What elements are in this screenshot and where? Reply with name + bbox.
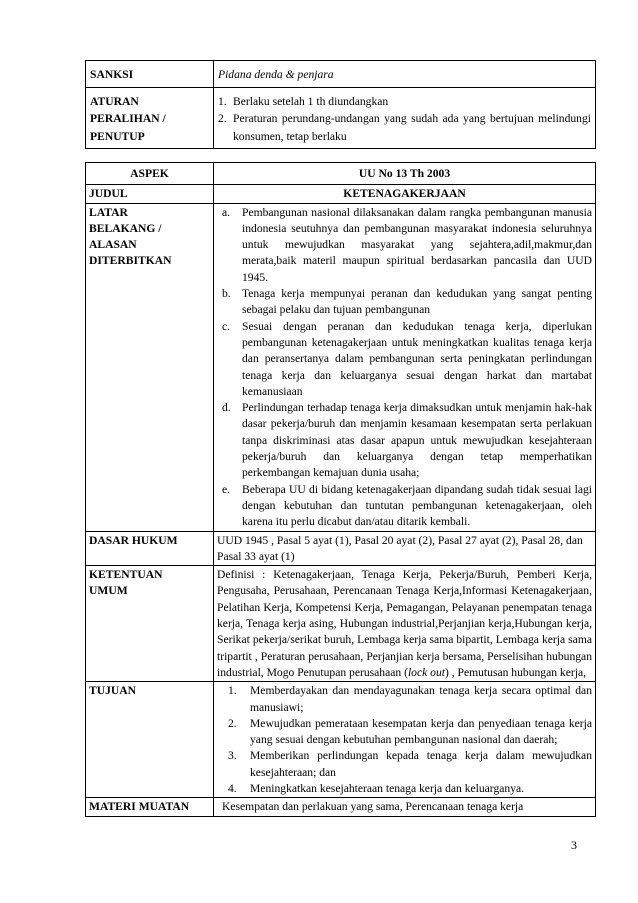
- ketentuan-label: KETENTUAN UMUM: [86, 566, 214, 682]
- latar-row: [86, 203, 596, 531]
- dasar-hukum-row: [86, 531, 596, 566]
- list-item: 1. Berlaku setelah 1 th diundangkan: [218, 94, 389, 108]
- page-number: 3: [571, 838, 577, 852]
- list-item: e. Beberapa UU di bidang ketenagakerjaan dipandang sudah tidak sesuai lagi dengan kebutuhan dan tuntutan pembangunan ketenagakerjaan, oleh karena itu perlu dicabut dan/atau ditarik kembali.: [222, 482, 592, 529]
- materi-muatan-label: MATERI MUATAN: [86, 798, 214, 816]
- list-item: 1. Memberdayakan dan mendayagunakan tenaga kerja secara optimal dan manusiawi;: [228, 684, 592, 714]
- sanksi-row: [86, 61, 596, 88]
- materi-muatan-row: [86, 798, 596, 816]
- materi-muatan-value: Kesempatan dan perlakuan yang sama, Perencanaan tenaga kerja: [214, 798, 596, 816]
- latar-label: LATAR BELAKANG / ALASAN DITERBITKAN: [86, 203, 214, 531]
- sanksi-aturan-table: [85, 60, 596, 149]
- sanksi-label: SANKSI: [86, 61, 214, 88]
- list-item: c. Sesuai dengan peranan dan kedudukan tenaga kerja, diperlukan pembangunan ketenagakerjaan untuk meningkatkan kualitas tenaga kerja dan peransertanya dalam pembangunan serta peningkatan perlindungan tenaga kerja dan keluarganya sesuai dengan harkat dan martabat kemanusiaan: [222, 319, 592, 398]
- dasar-hukum-value: UUD 1945 , Pasal 5 ayat (1), Pasal 20 ayat (2), Pasal 27 ayat (2), Pasal 28, dan Pasal 33 ayat (1): [214, 531, 596, 566]
- list-item: d. Perlindungan terhadap tenaga kerja dimaksudkan untuk menjamin hak-hak dasar pekerja/buruh dan menjamin kesamaan kesempatan serta perlakuan tanpa diskriminasi atas dasar apapun untuk mewujudkan kesejahteraan pekerja/buruh dan keluarganya dengan tetap memperhatikan perkembangan kemajuan dunia usaha;: [222, 401, 592, 480]
- aspek-header: ASPEK: [86, 163, 214, 185]
- sanksi-value: Pidana denda & penjara: [214, 61, 596, 88]
- aturan-value: [214, 87, 596, 149]
- dasar-hukum-label: DASAR HUKUM: [86, 531, 214, 566]
- list-item: a. Pembangunan nasional dilaksanakan dalam rangka pembangunan manusia indonesia seutuhnya dan pembangunan masyarakat indonesia seluruhnya untuk mewujudkan masyarakat yang sejahtera,adil,makmur,dan merata,baik materil maupun spiritual berdasarkan pancasila dan UUD 1945.: [222, 205, 592, 284]
- latar-list: [222, 205, 592, 531]
- tujuan-label: TUJUAN: [86, 682, 214, 798]
- table-header-row: [86, 163, 596, 185]
- aturan-list: [218, 93, 591, 146]
- list-item: 4. Meningkatkan kesejahteraan tenaga kerja dan keluarganya.: [228, 781, 525, 795]
- judul-value: KETENAGAKERJAAN: [214, 185, 596, 203]
- uu-header: UU No 13 Th 2003: [214, 163, 596, 185]
- latar-value: [214, 203, 596, 531]
- aturan-row: [86, 87, 596, 149]
- uu-comparison-table: [85, 162, 596, 817]
- tujuan-list: [228, 683, 592, 797]
- list-item: 2. Peraturan perundang-undangan yang sudah ada yang bertujuan melindungi konsumen, tetap berlaku: [218, 112, 591, 143]
- ketentuan-row: [86, 566, 596, 682]
- ketentuan-value: Definisi : Ketenagakerjaan, Tenaga Kerja, Pekerja/Buruh, Pemberi Kerja, Pengusaha, Perusahaan, Perencanaan Tenaga Kerja,Informasi Ketenagakerjaan, Pelatihan Kerja, Kompetensi Kerja, Pemagangan, Pelayanan penempatan tenaga kerja, Tenaga kerja asing, Hubungan industrial,Perjanjian kerja,Hubungan kerja, Serikat pekerja/serikat buruh, Lembaga kerja sama bipartit, Lembaga kerja sama tripartit , Peraturan perusahaan, Perjanjian kerja bersama, Perselisihan hubungan industrial, Mogo Penutupan perusahaan (lock out) , Pemutusan hubungan kerja,: [214, 566, 596, 682]
- judul-row: [86, 185, 596, 203]
- aturan-label: ATURAN PERALIHAN / PENUTUP: [86, 87, 214, 149]
- tujuan-row: [86, 682, 596, 798]
- tujuan-value: [214, 682, 596, 798]
- list-item: b. Tenaga kerja mempunyai peranan dan kedudukan yang sangat penting sebagai pelaku dan tujuan pembangunan: [222, 287, 592, 317]
- judul-label: JUDUL: [86, 185, 214, 203]
- list-item: 3. Memberikan perlindungan kepada tenaga kerja dalam mewujudkan kesejahteraan; dan: [228, 749, 592, 779]
- list-item: 2. Mewujudkan pemerataan kesempatan kerja dan penyediaan tenaga kerja yang sesuai dengan kebutuhan pembangunan nasional dan daerah;: [228, 716, 592, 747]
